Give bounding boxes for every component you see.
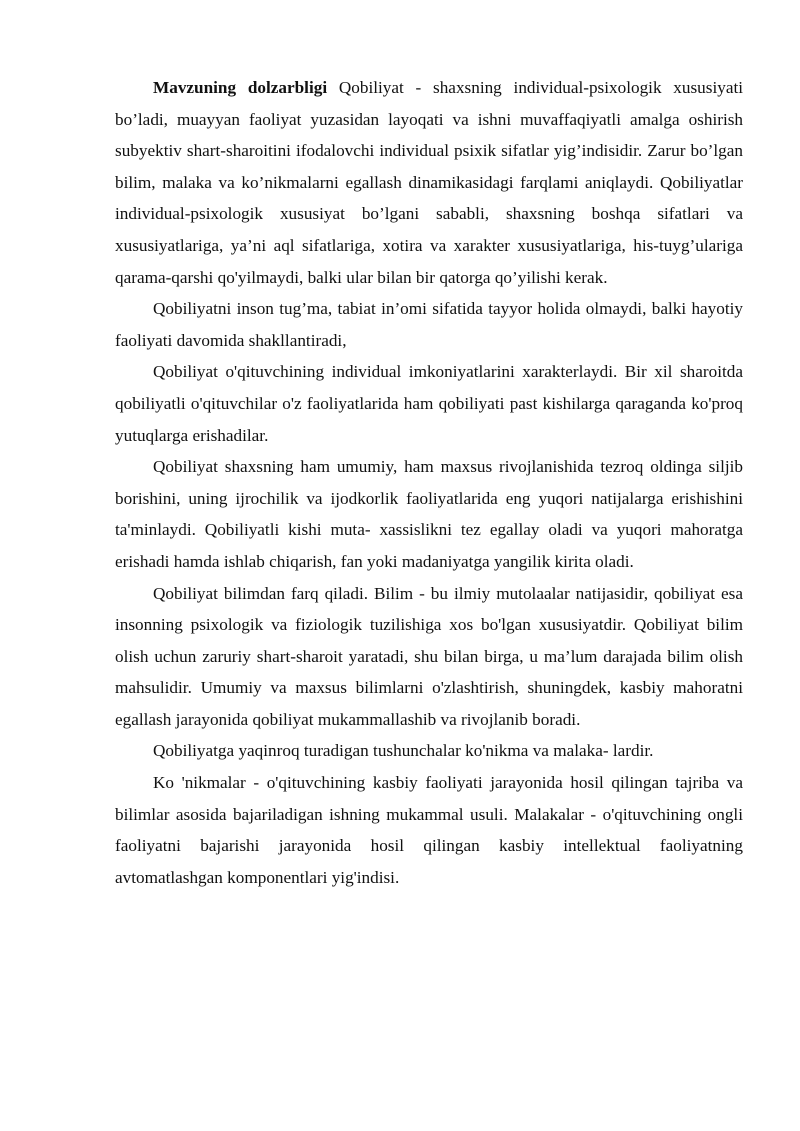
- paragraph-text: Qobiliyat o'qituvchining individual imkoniyatlarini xarakterlaydi. Bir xil sharoitda qobiliyatli o'qituvchilar o'z faoliyatlarida ham qobiliyati past kishilarga qaraganda ko'proq yutuqlarga erishadilar.: [115, 362, 743, 445]
- paragraph-innate-ability: [115, 293, 743, 356]
- paragraph-text: Qobiliyatga yaqinroq turadigan tushunchalar ko'nikma va malaka- lardir.: [153, 741, 654, 761]
- section-heading: Mavzuning dolzarbligi: [153, 78, 328, 97]
- paragraph-text: Ko 'nikmalar - o'qituvchining kasbiy faoliyati jarayonida hosil qilingan tajriba va bilimlar asosida bajariladigan ishning mukammal usuli. Malakalar - o'qituvchining ongli faoliyatni bajarishi jarayonida hosil qilingan kasbiy intellektual faoliyatning avtomatlashgan komponentlari yig'indisi.: [115, 773, 743, 887]
- paragraph-text: Qobiliyat bilimdan farq qiladi. Bilim - bu ilmiy mutolaalar natijasidir, qobiliyat esa insonning psixologik va fiziologik tuzilishiga xos bo'lgan xususiyatdir. Qobiliyat bilim olish uchun zaruriy shart-sharoit yaratadi, shu bilan birga, u ma’lum darajada bilim olish mahsulidir. Umumiy va maxsus bilimlarni o'zlashtirish, shuningdek, kasbiy mahoratni egallash jarayonida qobiliyat mukammallashib va rivojlanib boradi.: [115, 583, 743, 729]
- document-body: [115, 72, 743, 893]
- paragraph-related-concepts: [115, 735, 743, 767]
- paragraph-teacher-ability: [115, 356, 743, 451]
- paragraph-text: Qobiliyat shaxsning ham umumiy, ham maxsus rivojlanishida tezroq oldinga siljib borishini, uning ijrochilik va ijodkorlik faoliyatlarida eng yuqori natijalarga erishishini ta'minlaydi. Qobiliyatli kishi muta- xassislikni tez egallay oladi va yuqori mahoratga erishadi hamda ishlab chiqarish, fan yoki madaniyatga yangilik kirita oladi.: [115, 457, 743, 571]
- paragraph-text: Qobiliyat - shaxsning individual-psixologik xususiyati bo’ladi, muayyan faoliyat yuzasidan layoqati va ishni muvaffaqiyatli amalga oshirish subyektiv shart-sharoitini ifodalovchi individual psixik sifatlar yig’indisidir. Zarur bo’lgan bilim, malaka va ko’nikmalarni egallash dinamikasidagi farqlami aniqlaydi. Qobiliyatlar individual-psixologik xususiyat bo’lgani sababli, shaxsning boshqa sifatlari va xususiyatlariga, ya’ni aql sifatlariga, xotira va xarakter xususiyatlariga, his-tuyg’ulariga qarama-qarshi qo'yilmaydi, balki ular bilan bir qatorga qo’yilishi kerak.: [115, 78, 744, 287]
- paragraph-text: Qobiliyatni inson tug’ma, tabiat in’omi sifatida tayyor holida olmaydi, balki hayotiy faoliyati davomida shakllantiradi,: [115, 299, 743, 350]
- paragraph-relevance: [115, 72, 743, 293]
- paragraph-knowledge-vs-ability: [115, 578, 743, 736]
- paragraph-skills-definition: [115, 767, 743, 893]
- paragraph-development: [115, 451, 743, 577]
